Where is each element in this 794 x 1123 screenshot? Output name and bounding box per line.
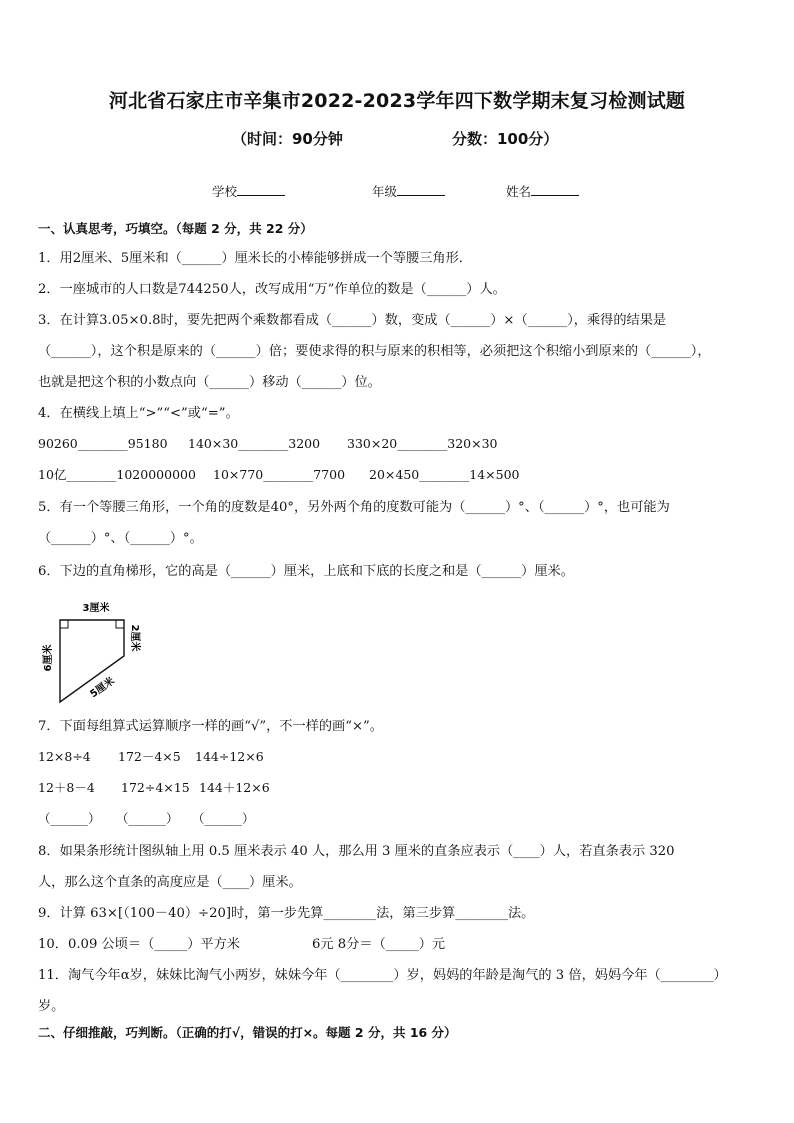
question-5-line-2: （______）°、（______）°。 <box>38 531 203 546</box>
page-title: 河北省石家庄市辛集市2022-2023学年四下数学期末复习检测试题 <box>108 90 686 112</box>
right-trapezoid-figure <box>36 598 146 708</box>
trapezoid-right-label: 2厘米 <box>129 624 140 652</box>
compare-item: 20×450________14×500 <box>369 467 520 482</box>
answer-blank[interactable]: （______） <box>192 811 255 826</box>
question-3-line-3: 也就是把这个积的小数点向（______）移动（______）位。 <box>38 375 381 390</box>
expression: 172÷4×15 <box>121 780 190 795</box>
question-8-line-1: 8．如果条形统计图纵轴上用 0.5 厘米表示 40 人，那么用 3 厘米的直条应表示（____）人，若直条表示 320 <box>38 844 675 859</box>
compare-item: 10×770________7700 <box>213 467 346 482</box>
exam-score: 分数：100分） <box>452 130 559 148</box>
name-blank[interactable] <box>531 183 579 196</box>
question-11-line-2: 岁。 <box>38 999 65 1014</box>
school-field[interactable] <box>212 182 285 200</box>
question-5-line-1: 5．有一个等腰三角形，一个角的度数是40°，另外两个角的度数可能为（______）°、（______）°，也可能为 <box>38 500 670 515</box>
grade-label: 年级 <box>372 184 398 199</box>
answer-blank[interactable]: （______） <box>116 811 179 826</box>
expression: 12×8÷4 <box>38 749 91 764</box>
name-label: 姓名 <box>506 184 532 199</box>
expression: 144÷12×6 <box>195 749 264 764</box>
compare-item: 90260________95180 <box>38 436 168 451</box>
question-8-line-2: 人，那么这个直条的高度应是（____）厘米。 <box>38 875 302 890</box>
compare-item: 140×30________3200 <box>188 436 321 451</box>
school-blank[interactable] <box>237 183 285 196</box>
section-1-heading: 一、认真思考，巧填空。（每题 2 分，共 22 分） <box>38 221 313 236</box>
expression: 144＋12×6 <box>199 780 270 795</box>
question-6: 6．下边的直角梯形，它的高是（______）厘米，上底和下底的长度之和是（______）厘米。 <box>38 564 574 579</box>
question-10-part-b: 6元 8分＝（_____）元 <box>312 937 446 952</box>
question-3-line-2: （______），这个积是原来的（______）倍；要使求得的积与原来的积相等，必须把这个积缩小到原来的（______）， <box>38 344 711 359</box>
question-2: 2．一座城市的人口数是744250人，改写成用“万”作单位的数是（______）人。 <box>38 282 506 297</box>
grade-field[interactable] <box>372 182 445 200</box>
question-7: 7．下面每组算式运算顺序一样的画“√”，不一样的画“×”。 <box>38 719 383 734</box>
grade-blank[interactable] <box>397 183 445 196</box>
expression: 12＋8－4 <box>38 780 95 795</box>
expression: 172－4×5 <box>118 749 181 764</box>
answer-blank[interactable]: （______） <box>38 811 101 826</box>
trapezoid-top-label: 3厘米 <box>82 603 110 614</box>
compare-item: 330×20________320×30 <box>347 436 498 451</box>
question-3-line-1: 3．在计算3.05×0.8时，要先把两个乘数都看成（______）数，变成（______）×（______），乘得的结果是 <box>38 313 667 328</box>
trapezoid-slant-label: 5厘米 <box>88 675 117 701</box>
trapezoid-left-label: 6厘米 <box>43 644 54 672</box>
section-2-heading: 二、仔细推敲，巧判断。（正确的打√，错误的打×。每题 2 分，共 16 分） <box>38 1025 457 1040</box>
question-1: 1．用2厘米、5厘米和（______）厘米长的小棒能够拼成一个等腰三角形． <box>38 251 472 266</box>
question-11-line-1: 11．淘气今年α岁，妹妹比淘气小两岁，妹妹今年（________）岁，妈妈的年龄是淘气的 3 倍，妈妈今年（________） <box>38 968 727 983</box>
exam-time: （时间：90分钟 <box>232 130 343 148</box>
school-label: 学校 <box>212 184 238 199</box>
question-10-part-a: 10．0.09 公顷＝（_____）平方米 <box>38 937 240 952</box>
question-9: 9．计算 63×[（100－40）÷20]时，第一步先算________法，第三步算________法。 <box>38 906 535 921</box>
name-field[interactable] <box>506 182 579 200</box>
compare-item: 10亿________1020000000 <box>38 467 196 482</box>
question-4: 4．在横线上填上“>”“<”或“=”。 <box>38 406 239 421</box>
